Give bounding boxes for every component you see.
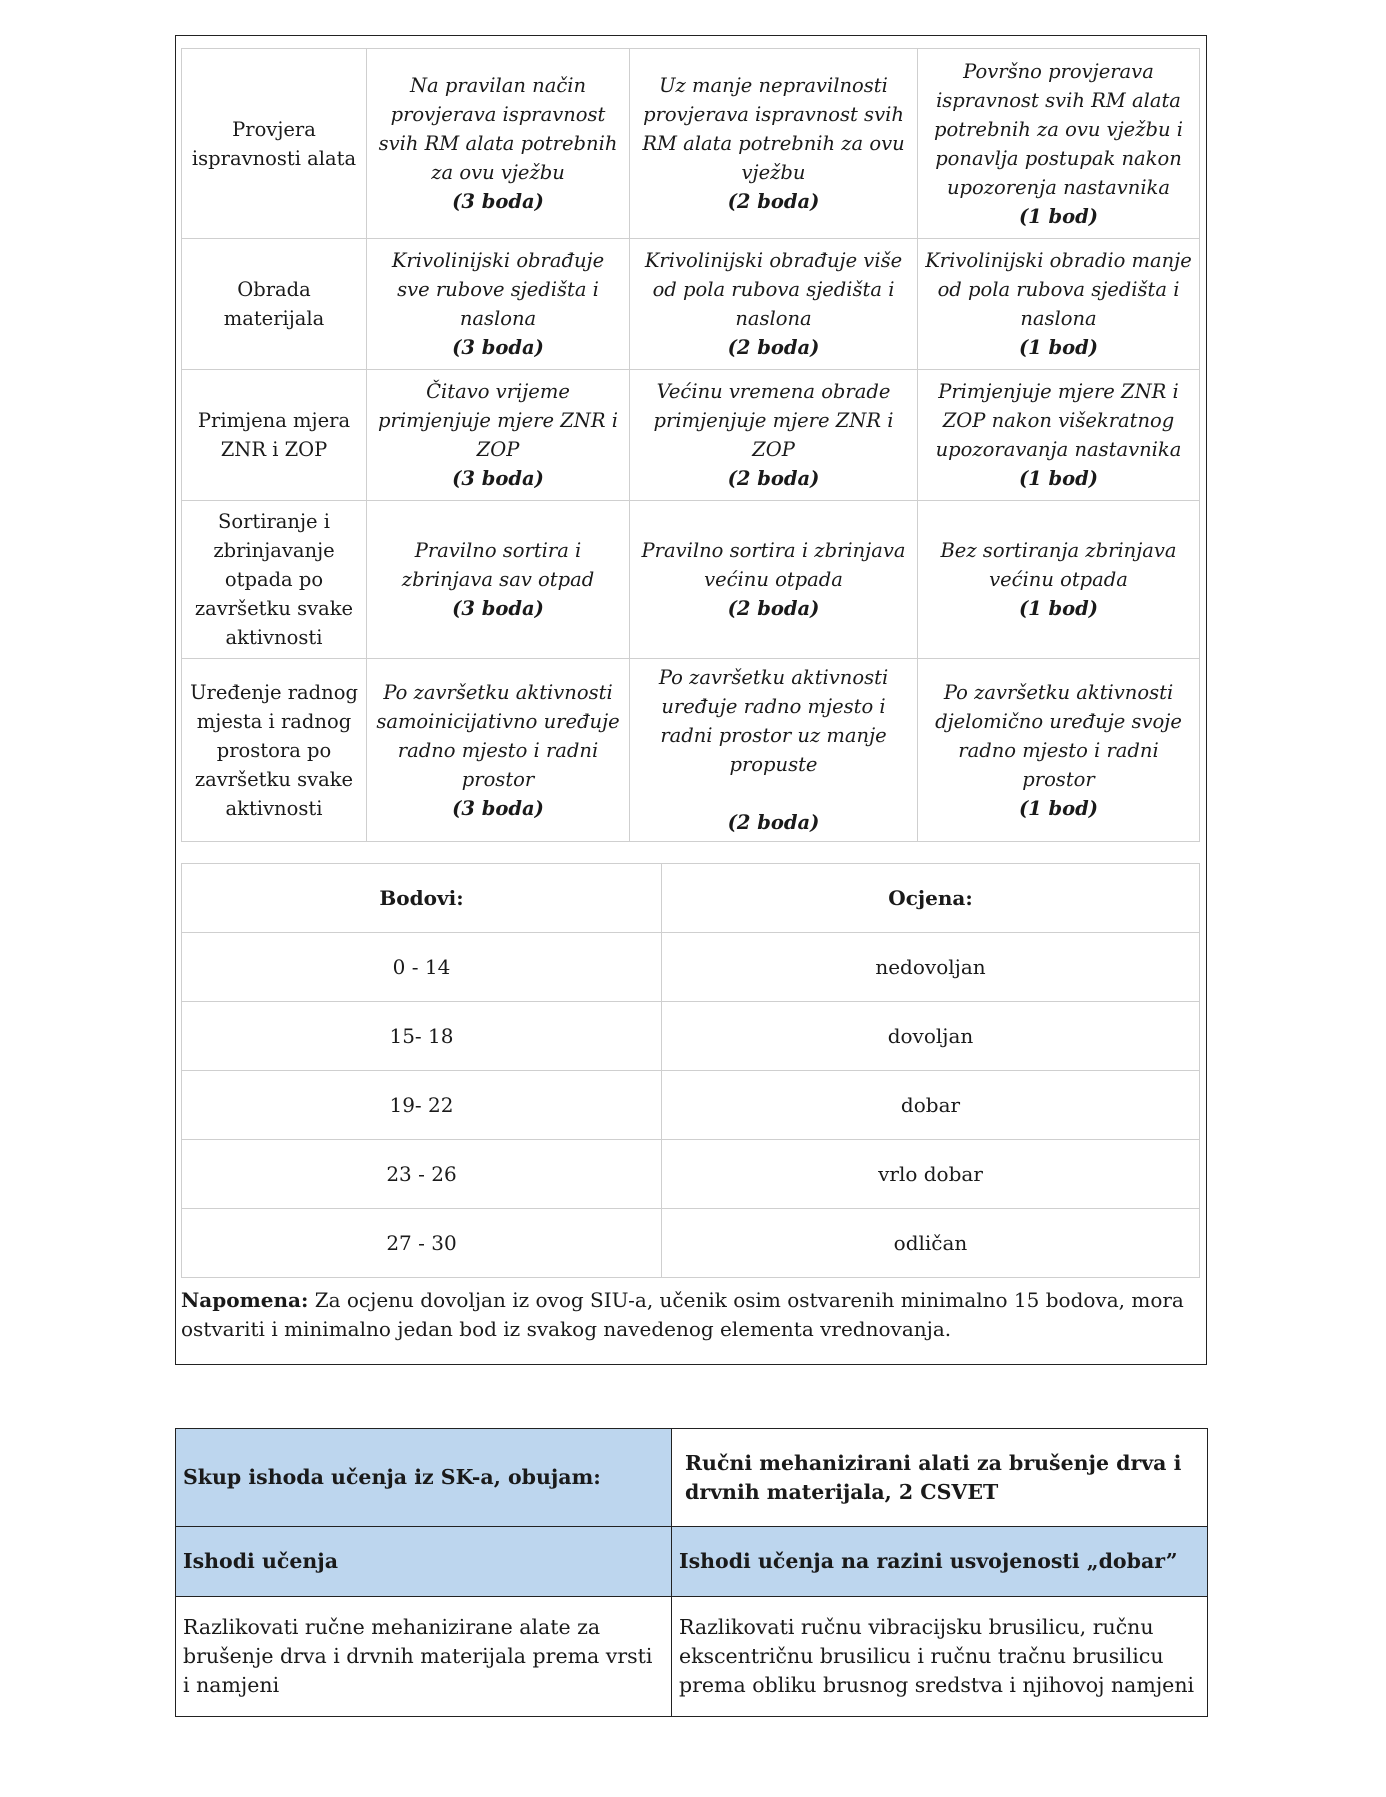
note-paragraph (181, 1286, 1191, 1344)
level-points: (3 boda) (452, 467, 544, 490)
level-text: Površno provjerava ispravnost svih RM alata potrebnih za ovu vježbu i ponavlja postupak nakon upozorenja nastavnika (934, 59, 1183, 199)
level-points: (1 bod) (1018, 336, 1099, 359)
grading-scale-table (181, 863, 1200, 1278)
level-points: (3 boda) (452, 336, 544, 359)
level-text: Krivolinijski obrađuje sve rubove sjedišta i naslona (391, 249, 605, 330)
level-points: (1 bod) (1018, 204, 1099, 228)
outcome-set-label: Skup ishoda učenja iz SK-a, obujam: (176, 1429, 672, 1527)
points-range: 23 - 26 (182, 1140, 662, 1209)
level-3-cell (367, 501, 630, 659)
outcome-good-cell: Razlikovati ručnu vibracijsku brusilicu, ručnu ekscentričnu brusilicu i ručnu tračnu brusilicu prema obliku brusnog sredstva i njihovoj namjeni (672, 1597, 1208, 1717)
grade-value: vrlo dobar (662, 1140, 1200, 1209)
level-text: Pravilno sortira i zbrinjava sav otpad (401, 539, 595, 591)
points-range: 27 - 30 (182, 1209, 662, 1278)
level-3-cell (367, 370, 630, 501)
level-1-cell (918, 239, 1200, 370)
level-text: Krivolinijski obradio manje od pola rubova sjedišta i naslona (925, 249, 1192, 330)
level-points: (2 boda) (727, 597, 820, 620)
level-points: (3 boda) (452, 597, 544, 620)
level-points: (2 boda) (727, 467, 820, 490)
level-points: (2 boda) (727, 336, 820, 359)
level-text: Uz manje nepravilnosti provjerava ispravnost svih RM alata potrebnih za ovu vježbu (642, 74, 905, 184)
level-2-cell (630, 501, 918, 659)
table-row (182, 1071, 1200, 1140)
spacer (636, 779, 911, 808)
level-text: Većinu vremena obrade primjenjuje mjere ZNR i ZOP (653, 380, 894, 461)
grade-value: dovoljan (662, 1002, 1200, 1071)
level-1-cell (918, 49, 1200, 239)
level-points: (1 bod) (1018, 467, 1099, 490)
rubric-row-material-processing (182, 239, 1200, 370)
level-text: Po završetku aktivnosti djelomično uređuje svoje radno mjesto i radni prostor (935, 680, 1182, 791)
points-range: 19- 22 (182, 1071, 662, 1140)
level-text: Na pravilan način provjerava ispravnost svih RM alata potrebnih za ovu vježbu (378, 74, 618, 184)
rubric-row-safety-measures (182, 370, 1200, 501)
criterion-cell: Obrada materijala (182, 239, 367, 370)
outcome-cell: Razlikovati ručne mehanizirane alate za brušenje drva i drvnih materijala prema vrsti i namjeni (176, 1597, 672, 1717)
level-2-cell (630, 659, 918, 842)
level-3-cell (367, 49, 630, 239)
level-3-cell (367, 659, 630, 842)
level-3-cell (367, 239, 630, 370)
outcomes-column-header: Ishodi učenja (176, 1527, 672, 1597)
level-text: Krivolinijski obrađuje više od pola rubova sjedišta i naslona (644, 249, 903, 330)
level-points: (3 boda) (452, 796, 544, 820)
grade-header: Ocjena: (662, 864, 1200, 933)
level-text: Po završetku aktivnosti uređuje radno mjesto i radni prostor uz manje propuste (658, 666, 889, 776)
rubric-table (181, 48, 1200, 842)
level-2-cell (630, 370, 918, 501)
level-points: (1 bod) (1018, 597, 1099, 620)
level-1-cell (918, 659, 1200, 842)
level-2-cell (630, 239, 918, 370)
points-range: 0 - 14 (182, 933, 662, 1002)
outcome-header-row (176, 1527, 1208, 1597)
table-row (182, 1209, 1200, 1278)
rubric-row-waste-sorting (182, 501, 1200, 659)
grade-value: nedovoljan (662, 933, 1200, 1002)
table-row (182, 1140, 1200, 1209)
criterion-cell: Provjera ispravnosti alata (182, 49, 367, 239)
level-text: Primjenjuje mjere ZNR i ZOP nakon višekratnog upozoravanja nastavnika (935, 380, 1182, 461)
level-1-cell (918, 501, 1200, 659)
criterion-cell: Uređenje radnog mjesta i radnog prostora po završetku svake aktivnosti (182, 659, 367, 842)
rubric-row-workplace-tidying (182, 659, 1200, 842)
table-row (182, 1002, 1200, 1071)
learning-outcomes-table (175, 1428, 1208, 1717)
note-label: Napomena: (181, 1288, 309, 1312)
outcome-set-value: Ručni mehanizirani alati za brušenje drva i drvnih materijala, 2 CSVET (672, 1429, 1208, 1527)
level-text: Po završetku aktivnosti samoinicijativno uređuje radno mjesto i radni prostor (376, 680, 620, 791)
rubric-row-tool-check (182, 49, 1200, 239)
level-points: (3 boda) (452, 190, 544, 213)
grade-value: odličan (662, 1209, 1200, 1278)
outcome-row (176, 1597, 1208, 1717)
level-points: (2 boda) (727, 190, 820, 213)
criterion-cell: Primjena mjera ZNR i ZOP (182, 370, 367, 501)
grading-header-row (182, 864, 1200, 933)
level-points: (2 boda) (727, 811, 820, 834)
criterion-cell: Sortiranje i zbrinjavanje otpada po završetku svake aktivnosti (182, 501, 367, 659)
outcomes-good-column-header: Ishodi učenja na razini usvojenosti „dobar” (672, 1527, 1208, 1597)
level-points: (1 bod) (1018, 796, 1099, 820)
grade-value: dobar (662, 1071, 1200, 1140)
note-text: Za ocjenu dovoljan iz ovog SIU-a, učenik osim ostvarenih minimalno 15 bodova, mora ostvariti i minimalno jedan bod iz svakog navedenog elementa vrednovanja. (181, 1288, 1184, 1341)
level-1-cell (918, 370, 1200, 501)
level-text: Bez sortiranja zbrinjava većinu otpada (940, 539, 1177, 591)
points-header: Bodovi: (182, 864, 662, 933)
table-row (182, 933, 1200, 1002)
points-range: 15- 18 (182, 1002, 662, 1071)
outcome-set-row (176, 1429, 1208, 1527)
level-text: Čitavo vrijeme primjenjuje mjere ZNR i ZOP (378, 380, 618, 461)
level-text: Pravilno sortira i zbrinjava većinu otpada (641, 539, 906, 591)
level-2-cell (630, 49, 918, 239)
